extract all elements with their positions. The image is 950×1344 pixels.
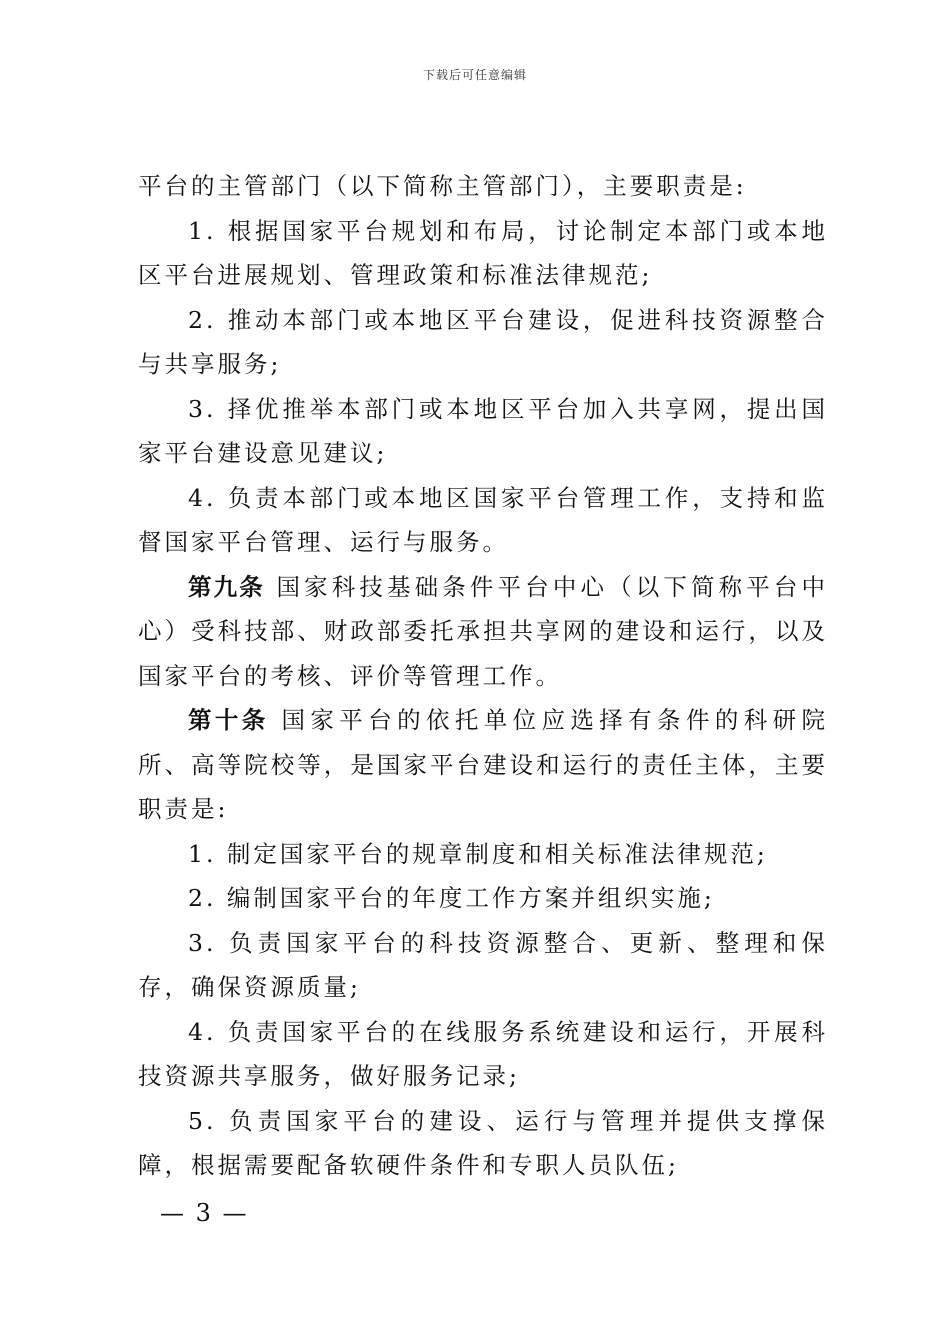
list-item <box>138 209 828 298</box>
list-item <box>138 921 828 1010</box>
list-item <box>138 1099 828 1188</box>
paragraph-text: 1. 制定国家平台的规章制度和相关标准法律规范; <box>188 839 768 868</box>
list-item <box>138 387 828 476</box>
paragraph-text: 4. 负责本部门或本地区国家平台管理工作，支持和监督国家平台管理、运行与服务。 <box>138 483 828 556</box>
document-body <box>138 164 828 1188</box>
article-heading: 第十条 <box>188 706 269 734</box>
article-heading: 第九条 <box>188 572 265 601</box>
paragraph-text: 4. 负责国家平台的在线服务系统建设和运行，开展科技资源共享服务，做好服务记录; <box>138 1017 828 1090</box>
paragraph <box>138 164 828 209</box>
article-paragraph <box>138 565 828 699</box>
paragraph-text: 国家平台的依托单位应选择有条件的科研院所、高等院校等，是国家平台建设和运行的责任主体，主要职责是: <box>138 706 828 823</box>
paragraph-text: 5. 负责国家平台的建设、运行与管理并提供支撑保障，根据需要配备软硬件条件和专职人员队伍; <box>138 1106 828 1179</box>
paragraph-text: 平台的主管部门（以下简称主管部门），主要职责是: <box>138 172 747 200</box>
paragraph-text: 国家科技基础条件平台中心（以下简称平台中心）受科技部、财政部委托承担共享网的建设和运行，以及国家平台的考核、评价等管理工作。 <box>138 572 828 690</box>
paragraph-text: 3. 负责国家平台的科技资源整合、更新、整理和保存，确保资源质量; <box>138 928 828 1001</box>
page-number: — 3 — <box>160 1199 249 1227</box>
paragraph-text: 2. 编制国家平台的年度工作方案并组织实施; <box>188 884 715 912</box>
paragraph-text: 3. 择优推举本部门或本地区平台加入共享网，提出国家平台建设意见建议; <box>138 394 828 467</box>
page-header: 下载后可任意编辑 <box>422 68 527 82</box>
paragraph-text: 2. 推动本部门或本地区平台建设，促进科技资源整合与共享服务; <box>138 305 828 378</box>
list-item <box>138 876 828 921</box>
list-item <box>138 476 828 565</box>
paragraph-text: 1. 根据国家平台规划和布局，讨论制定本部门或本地区平台进展规划、管理政策和标准法律规范; <box>138 216 828 289</box>
list-item <box>138 832 828 877</box>
list-item <box>138 298 828 387</box>
article-paragraph <box>138 698 828 832</box>
list-item <box>138 1010 828 1099</box>
